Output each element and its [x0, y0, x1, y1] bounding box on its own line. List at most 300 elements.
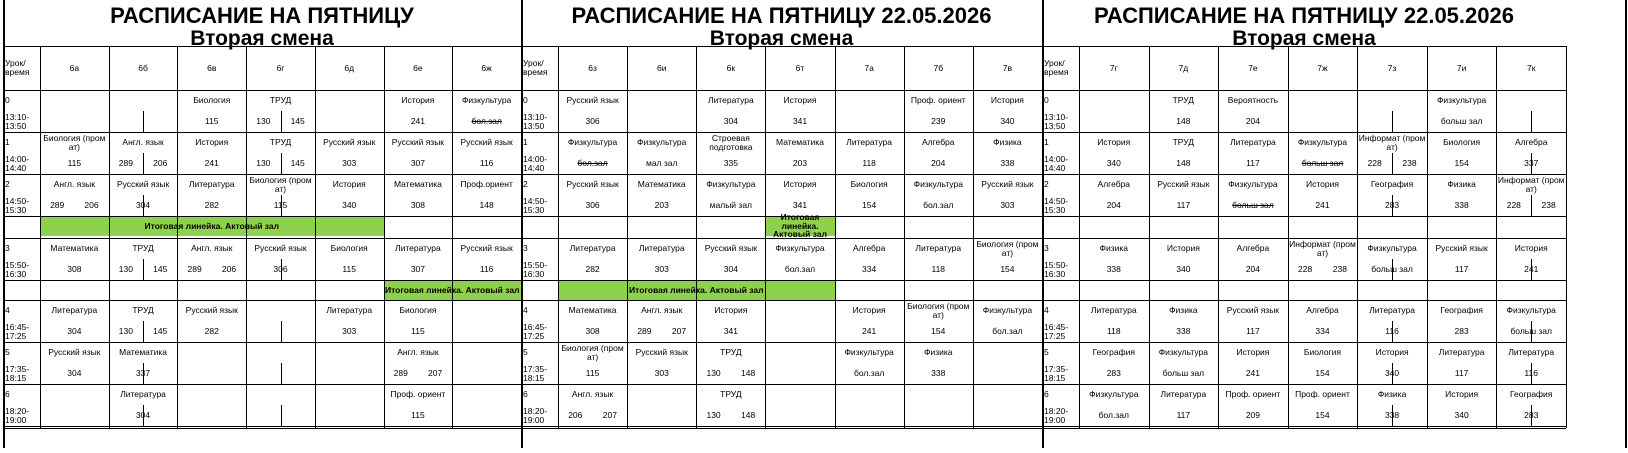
room-cell: [143, 111, 177, 132]
room-cell: 206: [153, 158, 168, 169]
subject-cell: [315, 342, 384, 363]
subject-cell: Русский язык: [254, 243, 307, 254]
subject-cell: Литература: [707, 95, 754, 106]
room-cell: 340: [1384, 368, 1400, 379]
grid-line-vertical: [246, 46, 247, 428]
room-cell: 117: [1246, 326, 1260, 337]
room-cell: 304: [723, 264, 738, 275]
subject-cell: [973, 342, 1042, 363]
subject-cell: [40, 90, 109, 111]
shift-subtitle: Вторая смена: [190, 27, 334, 50]
subject-cell: История: [990, 95, 1024, 106]
shift-subtitle: Вторая смена: [709, 27, 854, 50]
subject-cell: Литература: [1369, 305, 1415, 316]
subject-cell: [1496, 90, 1566, 111]
room-cell: 238: [1541, 200, 1556, 211]
grid-line-vertical: [281, 195, 282, 216]
grid-line-horizontal: [1042, 280, 1566, 281]
subject-cell: Литература: [120, 389, 166, 400]
room-cell: бол.зал: [471, 116, 502, 127]
subject-cell: Физкультура: [567, 137, 618, 148]
lesson-number: 6: [5, 389, 10, 400]
room-cell: 337: [1524, 158, 1539, 169]
grid-line-vertical: [281, 321, 282, 342]
subject-cell: Физкультура: [775, 243, 825, 254]
room-cell: 130: [256, 116, 271, 127]
subject-cell: Алгебра: [922, 137, 955, 148]
room-cell: [40, 111, 109, 132]
grid-line-horizontal: [521, 300, 1042, 301]
room-cell: 241: [1315, 200, 1330, 211]
grid-line-horizontal: [521, 280, 1042, 281]
room-cell: 238: [1402, 158, 1417, 169]
subject-cell: Физкультура: [1158, 347, 1208, 358]
grid-line-vertical: [143, 259, 144, 280]
room-cell: 204: [931, 158, 946, 169]
subject-cell: Проф. ориент: [1295, 389, 1350, 400]
subject-cell: Биология (пром ат): [976, 238, 1039, 258]
schedule-title: РАСПИСАНИЕ НА ПЯТНИЦУ: [110, 3, 414, 28]
room-cell: 203: [792, 158, 808, 169]
grid-line-vertical: [1392, 111, 1393, 132]
subject-cell: Биология: [1303, 347, 1342, 358]
assembly-banner: Итоговая линейка. Актовый зал: [765, 216, 834, 236]
subject-cell: Литература: [395, 243, 441, 254]
subject-cell: Русский язык: [323, 137, 376, 148]
subject-cell: [835, 384, 904, 405]
subject-cell: Биология: [1443, 137, 1481, 148]
room-cell: [835, 405, 904, 426]
room-cell: 304: [67, 326, 82, 337]
room-cell: 204: [1106, 200, 1121, 211]
lesson-time: 15:50-16:30: [523, 259, 548, 279]
grid-line-vertical: [109, 46, 110, 428]
room-cell: [452, 363, 521, 384]
room-cell: 228: [1367, 158, 1382, 169]
grid-line-horizontal: [3, 216, 521, 217]
lesson-number: 0: [1044, 95, 1049, 106]
subject-cell: Физика: [993, 137, 1022, 148]
room-cell: 145: [290, 158, 305, 169]
shift-subtitle: Вторая смена: [1232, 27, 1376, 50]
room-cell: 340: [1106, 158, 1121, 169]
room-cell: 154: [862, 200, 877, 211]
room-cell: мал зал: [645, 158, 678, 169]
class-header: 6е: [413, 62, 423, 73]
subject-cell: История: [1097, 137, 1131, 148]
subject-cell: Математика: [637, 179, 686, 190]
room-cell: 338: [1176, 326, 1191, 337]
room-cell: [40, 405, 109, 426]
subject-cell: История: [1375, 347, 1409, 358]
schedule-panel: [1042, 0, 1566, 448]
class-header: 6и: [656, 62, 667, 73]
grid-line-vertical: [904, 46, 905, 428]
room-cell: 338: [1384, 410, 1400, 421]
lesson-time: 14:50-15:30: [5, 195, 30, 215]
subject-cell: Русский язык: [460, 243, 513, 254]
room-cell: 241: [1524, 264, 1539, 275]
subject-cell: Русский язык: [460, 137, 513, 148]
subject-cell: Физика: [1169, 305, 1198, 316]
room-cell: 117: [1454, 264, 1469, 275]
grid-line-horizontal: [1042, 216, 1566, 217]
grid-line-vertical: [1531, 259, 1532, 280]
grid-line-vertical: [1079, 46, 1080, 428]
room-cell: 238: [1332, 264, 1347, 275]
subject-cell: [627, 384, 696, 405]
subject-cell: [315, 384, 384, 405]
lesson-number: 6: [523, 389, 528, 400]
subject-cell: [452, 384, 521, 405]
lesson-time: 17:35-18:15: [5, 363, 30, 383]
grid-line-horizontal: [521, 46, 1042, 47]
room-cell: 341: [792, 116, 808, 127]
lesson-number: 0: [523, 95, 528, 106]
room-cell: бол.зал: [784, 264, 816, 275]
lesson-time: 13:10-13:50: [523, 111, 548, 131]
lesson-number: 4: [5, 305, 10, 316]
lesson-time: 15:50-16:30: [5, 259, 30, 279]
grid-line-vertical: [1531, 153, 1532, 174]
room-cell: [452, 321, 521, 342]
subject-cell: География: [1510, 389, 1553, 400]
room-cell: [627, 405, 696, 426]
subject-cell: Русский язык: [116, 179, 170, 190]
grid-line-horizontal: [3, 300, 521, 301]
subject-cell: Англ. язык: [122, 137, 164, 148]
subject-cell: География: [1440, 305, 1483, 316]
grid-line-vertical: [1149, 46, 1150, 428]
subject-cell: Физкультура: [461, 95, 512, 106]
room-cell: 303: [1000, 200, 1015, 211]
room-cell: 289: [637, 326, 652, 337]
subject-cell: Литература: [188, 179, 235, 190]
grid-line-vertical: [1531, 405, 1532, 426]
room-cell: 130: [706, 410, 721, 421]
subject-cell: Биология (пром ат): [561, 342, 624, 362]
subject-cell: [177, 384, 246, 405]
room-cell: 115: [411, 410, 425, 421]
room-cell: [1079, 111, 1149, 132]
subject-cell: Математика: [568, 305, 617, 316]
room-cell: 148: [741, 410, 756, 421]
subject-cell: Русский язык: [391, 137, 445, 148]
room-cell: 154: [1315, 410, 1330, 421]
grid-line-vertical: [1392, 321, 1393, 342]
grid-line-vertical: [452, 46, 453, 428]
subject-cell: Литература: [326, 305, 373, 316]
grid-line-horizontal: [3, 90, 521, 91]
subject-cell: Информат (пром ат): [1497, 174, 1565, 194]
subject-cell: ТРУД: [132, 243, 154, 254]
subject-cell: ТРУД: [269, 95, 292, 106]
room-cell: [973, 405, 1042, 426]
room-cell: 340: [1454, 410, 1469, 421]
class-header: 7б: [933, 62, 944, 73]
subject-cell: [452, 342, 521, 363]
subject-cell: Биология (пром ат): [43, 132, 106, 152]
grid-line-horizontal: [521, 132, 1042, 133]
room-cell: 130: [706, 368, 721, 379]
subject-cell: Физкультура: [982, 305, 1033, 316]
room-cell: 115: [273, 200, 288, 211]
room-cell: [765, 363, 834, 384]
grid-line-vertical: [1496, 46, 1497, 428]
room-cell: 130: [118, 264, 133, 275]
room-cell: 283: [1454, 326, 1469, 337]
room-cell: 115: [342, 264, 356, 275]
room-cell: 304: [723, 116, 738, 127]
room-cell: 340: [342, 200, 357, 211]
grid-line-horizontal: [521, 384, 1042, 385]
subject-cell: [1288, 90, 1358, 111]
room-cell: [904, 405, 973, 426]
grid-line-horizontal: [521, 426, 1042, 427]
grid-line-horizontal: [3, 384, 521, 385]
room-cell: 116: [1385, 326, 1399, 337]
subject-cell: Биология: [399, 305, 437, 316]
room-cell: 118: [931, 264, 946, 275]
grid-line-horizontal: [3, 132, 521, 133]
grid-line-vertical: [558, 46, 559, 428]
subject-cell: Алгебра: [852, 243, 886, 254]
subject-cell: История: [783, 95, 817, 106]
room-cell: 304: [135, 410, 151, 421]
room-cell: 303: [342, 326, 357, 337]
class-header: 7г: [1109, 62, 1118, 73]
room-cell: 289: [187, 264, 202, 275]
grid-line-vertical: [835, 46, 836, 428]
subject-cell: [973, 384, 1042, 405]
room-cell: 154: [1454, 158, 1469, 169]
class-header: 6т: [795, 62, 805, 73]
lesson-time-header: Урок/ время: [1044, 58, 1069, 77]
room-cell: 116: [479, 264, 494, 275]
subject-cell: Алгебра: [1514, 137, 1548, 148]
room-cell: 306: [273, 264, 288, 275]
room-cell: 228: [1298, 264, 1313, 275]
subject-cell: Алгебра: [1306, 305, 1339, 316]
room-cell: 115: [585, 368, 600, 379]
lesson-time: 16:45-17:25: [523, 321, 548, 341]
subject-cell: ТРУД: [269, 137, 292, 148]
room-cell: 117: [1176, 410, 1191, 421]
room-cell: [765, 405, 834, 426]
subject-cell: Физика: [1447, 179, 1476, 190]
room-cell: 304: [67, 368, 82, 379]
room-cell: бол.зал: [1098, 410, 1129, 421]
grid-line-horizontal: [1042, 342, 1566, 343]
class-header: 6з: [588, 62, 597, 73]
grid-line-vertical: [143, 321, 144, 342]
room-cell: больш зал: [1162, 368, 1205, 379]
grid-line-vertical: [281, 111, 282, 132]
grid-line-vertical: [281, 153, 282, 174]
lesson-time: 14:50-15:30: [523, 195, 548, 215]
subject-cell: Литература: [846, 137, 892, 148]
room-cell: 303: [654, 264, 669, 275]
class-header: 7е: [1248, 62, 1258, 73]
room-cell: [765, 321, 834, 342]
subject-cell: География: [1092, 347, 1135, 358]
assembly-banner: Итоговая линейка. Актовый зал: [384, 280, 521, 300]
class-header: 6к: [726, 62, 736, 73]
room-cell: 283: [1106, 368, 1121, 379]
room-cell: [973, 363, 1042, 384]
grid-line-vertical: [384, 46, 385, 428]
room-cell: больш зал: [1232, 200, 1274, 211]
grid-line-vertical: [627, 46, 628, 428]
class-header: 7к: [1526, 62, 1536, 73]
subject-cell: [40, 384, 109, 405]
room-cell: больш зал: [1371, 264, 1413, 275]
room-cell: 282: [585, 264, 600, 275]
class-header: 7и: [1456, 62, 1467, 73]
grid-line-horizontal: [1042, 238, 1566, 239]
schedule-panel: [521, 0, 1042, 448]
class-header: 6г: [276, 62, 285, 73]
subject-cell: [1079, 90, 1149, 111]
grid-line-vertical: [1427, 46, 1428, 428]
subject-cell: Физкультура: [637, 137, 687, 148]
room-cell: [1496, 111, 1531, 132]
grid-line-vertical: [1531, 111, 1532, 132]
room-cell: бол.зал: [992, 326, 1023, 337]
subject-cell: Литература: [638, 243, 685, 254]
subject-cell: [904, 384, 973, 405]
grid-line-vertical: [1392, 195, 1393, 216]
subject-cell: Литература: [1438, 347, 1485, 358]
grid-line-vertical: [281, 259, 282, 280]
room-cell: 241: [1245, 368, 1261, 379]
lesson-time: 14:00-14:40: [523, 153, 548, 173]
room-cell: 282: [204, 326, 219, 337]
room-cell: 154: [1315, 368, 1330, 379]
subject-cell: ТРУД: [1172, 137, 1195, 148]
grid-line-horizontal: [521, 342, 1042, 343]
lesson-number: 3: [523, 243, 528, 254]
subject-cell: Литература: [51, 305, 98, 316]
room-cell: 209: [1245, 410, 1261, 421]
subject-cell: Проф. ориент: [390, 389, 446, 400]
lesson-number: 2: [523, 179, 528, 190]
grid-line-vertical: [1392, 259, 1393, 280]
room-cell: 145: [153, 326, 168, 337]
room-cell: [315, 405, 384, 426]
subject-cell: Биология (пром ат): [907, 300, 970, 320]
room-cell: 282: [204, 200, 219, 211]
room-cell: 145: [290, 116, 305, 127]
grid-line-vertical: [315, 46, 316, 428]
grid-line-horizontal: [521, 428, 1042, 429]
grid-line-vertical: [765, 46, 766, 428]
subject-cell: Англ. язык: [571, 389, 614, 400]
grid-line-vertical: [177, 46, 178, 428]
subject-cell: Информат (пром ат): [1289, 238, 1356, 258]
grid-line-horizontal: [521, 238, 1042, 239]
subject-cell: История: [1445, 389, 1479, 400]
subject-cell: Математика: [776, 137, 824, 148]
room-cell: 241: [410, 116, 425, 127]
grid-line-horizontal: [3, 238, 521, 239]
subject-cell: История: [195, 137, 229, 148]
room-cell: 148: [479, 200, 494, 211]
room-cell: 117: [1454, 368, 1469, 379]
grid-line-vertical: [1392, 405, 1393, 426]
subject-cell: Биология: [850, 179, 888, 190]
subject-cell: История: [1306, 179, 1339, 190]
subject-cell: Физкультура: [1506, 305, 1556, 316]
subject-cell: Русский язык: [566, 95, 619, 106]
grid-line-vertical: [1392, 153, 1393, 174]
subject-cell: Литература: [1508, 347, 1555, 358]
room-cell: 304: [135, 200, 151, 211]
room-cell: [1288, 111, 1358, 132]
grid-line-vertical: [1566, 46, 1567, 428]
grid-line-vertical: [1357, 46, 1358, 428]
lesson-number: 5: [5, 347, 10, 358]
subject-cell: Вероятность: [1227, 95, 1279, 106]
lesson-time: 14:00-14:40: [5, 153, 30, 173]
subject-cell: История: [1166, 243, 1200, 254]
room-cell: 207: [671, 326, 687, 337]
room-cell: 154: [931, 326, 946, 337]
subject-cell: Русский язык: [635, 347, 688, 358]
room-cell: 341: [792, 200, 808, 211]
room-cell: [315, 363, 384, 384]
grid-line-horizontal: [1042, 428, 1566, 429]
room-cell: 307: [410, 264, 425, 275]
lesson-time: 16:45-17:25: [1044, 321, 1069, 341]
subject-cell: [1357, 90, 1427, 111]
lesson-number: 1: [5, 137, 10, 148]
lesson-number: 3: [5, 243, 10, 254]
lesson-number: 2: [5, 179, 10, 190]
lesson-number: 5: [1044, 347, 1049, 358]
subject-cell: [246, 300, 315, 321]
panel-border: [3, 0, 5, 448]
grid-line-horizontal: [1042, 300, 1566, 301]
subject-cell: Литература: [1230, 137, 1276, 148]
class-header: 6ж: [481, 62, 492, 73]
subject-cell: Англ. язык: [641, 305, 683, 316]
lesson-number: 4: [523, 305, 528, 316]
subject-cell: Математика: [393, 179, 442, 190]
room-cell: 340: [1000, 116, 1015, 127]
room-cell: 337: [135, 368, 151, 379]
room-cell: 303: [654, 368, 669, 379]
room-cell: [452, 405, 521, 426]
subject-cell: Русский язык: [981, 179, 1034, 190]
lesson-time-header: Урок/ время: [5, 58, 30, 77]
panel-border: [521, 0, 523, 448]
room-cell: 241: [862, 326, 877, 337]
subject-cell: Физкультура: [706, 179, 756, 190]
subject-cell: [246, 342, 315, 363]
lesson-time: 13:10-13:50: [5, 111, 30, 131]
subject-cell: Биология (пром ат): [249, 174, 312, 194]
room-cell: 148: [741, 368, 756, 379]
subject-cell: [109, 90, 178, 111]
room-cell: 308: [410, 200, 425, 211]
grid-line-vertical: [143, 363, 144, 384]
room-cell: 338: [931, 368, 946, 379]
room-cell: 307: [410, 158, 425, 169]
subject-cell: Русский язык: [1157, 179, 1210, 190]
class-header: 7д: [1178, 62, 1189, 73]
room-cell: [627, 111, 696, 132]
